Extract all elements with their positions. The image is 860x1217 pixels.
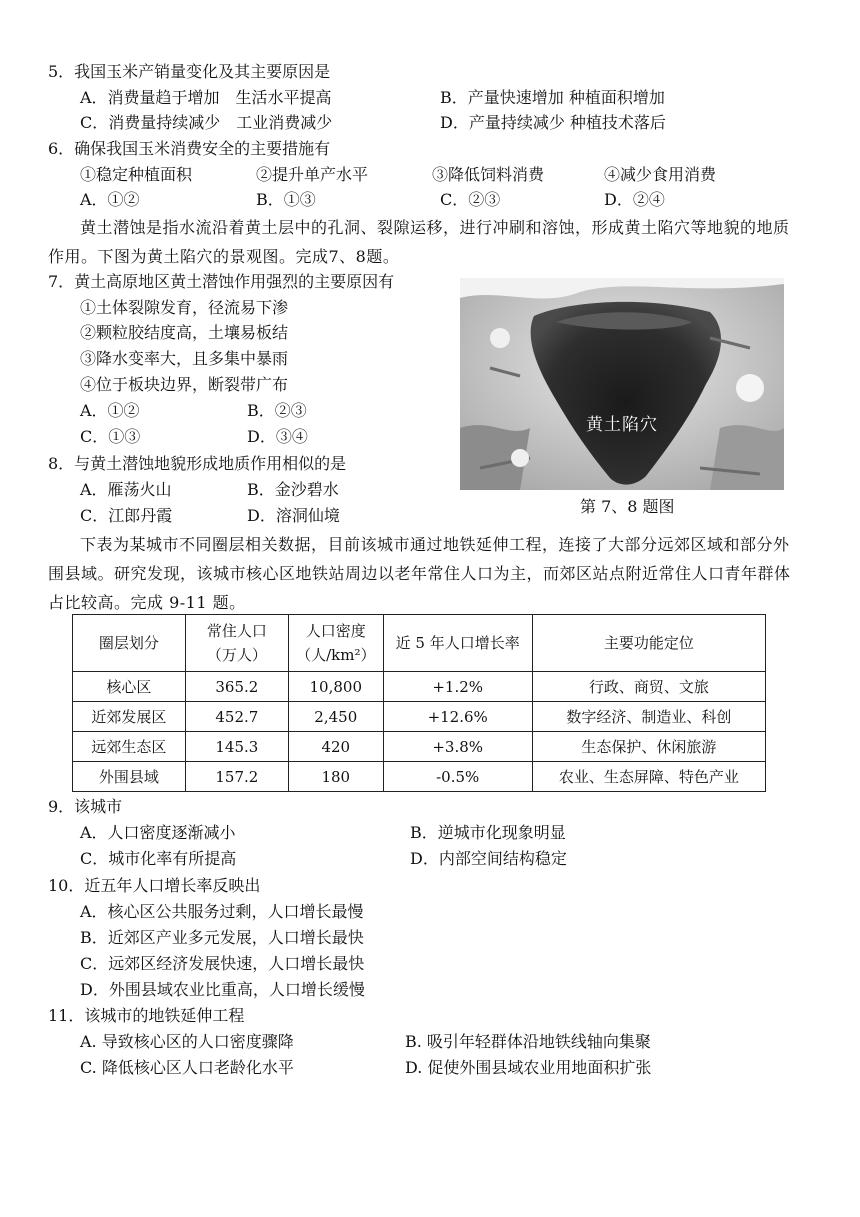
- table-header-cell: 圈层划分: [73, 615, 186, 672]
- table-cell: 452.7: [185, 702, 288, 732]
- table-row: [73, 702, 766, 732]
- q7-item-3: ③降水变率大，且多集中暴雨: [80, 349, 289, 368]
- q5-stem: 5．我国玉米产销量变化及其主要原因是: [48, 62, 331, 81]
- q7-item-1: ①土体裂隙发育，径流易下渗: [80, 298, 289, 317]
- q5-option-a: A．消费量趋于增加 生活水平提高: [80, 88, 332, 107]
- table-cell: +12.6%: [383, 702, 532, 732]
- q9-option-c: C．城市化率有所提高: [80, 849, 237, 868]
- q11-option-d: D. 促使外围县域农业用地面积扩张: [405, 1058, 652, 1077]
- loess-sinkhole-illustration: [460, 278, 784, 490]
- q7-option-d: D．③④: [247, 427, 308, 446]
- table-cell: 157.2: [185, 762, 288, 792]
- q7-stem: 7．黄土高原地区黄土潜蚀作用强烈的主要原因有: [48, 272, 395, 291]
- q8-option-d: D．溶洞仙境: [247, 506, 340, 525]
- q6-item-2: ②提升单产水平: [256, 165, 369, 184]
- q11-option-c: C. 降低核心区人口老龄化水平: [80, 1058, 294, 1077]
- q5-option-b: B．产量快速增加 种植面积增加: [440, 88, 665, 107]
- table-cell: 420: [289, 732, 384, 762]
- q7-option-b: B．②③: [247, 401, 307, 420]
- q7-item-2: ②颗粒胶结度高，土壤易板结: [80, 323, 289, 342]
- city-ring-table: [72, 614, 766, 792]
- table-row: [73, 762, 766, 792]
- q11-option-b: B. 吸引年轻群体沿地铁线轴向集聚: [405, 1032, 651, 1051]
- table-header-cell: 人口密度 （人/km²）: [289, 615, 384, 672]
- photo-label: 黄土陷穴: [586, 415, 658, 435]
- table-cell: 核心区: [73, 672, 186, 702]
- q8-option-b: B．金沙碧水: [247, 480, 339, 499]
- q11-stem: 11．该城市的地铁延伸工程: [48, 1006, 245, 1025]
- table-cell: +3.8%: [383, 732, 532, 762]
- q7-option-a: A．①②: [80, 401, 140, 420]
- q7-option-c: C．①③: [80, 427, 141, 446]
- q8-option-c: C．江郎丹霞: [80, 506, 173, 525]
- q6-item-3: ③降低饲料消费: [432, 165, 545, 184]
- q5-option-d: D．产量持续减少 种植技术落后: [440, 113, 666, 132]
- q6-option-a: A．①②: [80, 190, 140, 209]
- table-cell: 10,800: [289, 672, 384, 702]
- table-header-cell: 常住人口 （万人）: [185, 615, 288, 672]
- q11-option-a: A. 导致核心区的人口密度骤降: [80, 1032, 294, 1051]
- q10-option-d: D．外围县域农业比重高，人口增长缓慢: [80, 980, 365, 999]
- q5-option-c: C．消费量持续减少 工业消费减少: [80, 113, 333, 132]
- table-row: [73, 672, 766, 702]
- q10-option-a: A．核心区公共服务过剩，人口增长最慢: [80, 902, 364, 921]
- q7-item-4: ④位于板块边界，断裂带广布: [80, 375, 289, 394]
- table-cell: 远郊生态区: [73, 732, 186, 762]
- q9-stem: 9．该城市: [48, 797, 123, 816]
- table-cell: 2,450: [289, 702, 384, 732]
- table-cell: 145.3: [185, 732, 288, 762]
- q10-option-b: B．近郊区产业多元发展，人口增长最快: [80, 928, 364, 947]
- q6-stem: 6．确保我国玉米消费安全的主要措施有: [48, 139, 331, 158]
- table-cell: 近郊发展区: [73, 702, 186, 732]
- q9-option-a: A．人口密度逐渐减小: [80, 823, 236, 842]
- table-header-row: [73, 615, 766, 672]
- q8-stem: 8．与黄土潜蚀地貌形成地质作用相似的是: [48, 454, 347, 473]
- q6-item-4: ④减少食用消费: [604, 165, 717, 184]
- q6-item-1: ①稳定种植面积: [80, 165, 193, 184]
- q9-option-d: D．内部空间结构稳定: [410, 849, 567, 868]
- table-header-cell: 主要功能定位: [532, 615, 765, 672]
- q6-option-b: B．①③: [256, 190, 316, 209]
- loess-sinkhole-photo: [460, 278, 784, 490]
- table-cell: -0.5%: [383, 762, 532, 792]
- q6-option-c: C．②③: [440, 190, 501, 209]
- q10-option-c: C．远郊区经济发展快速，人口增长最快: [80, 954, 365, 973]
- table-cell: +1.2%: [383, 672, 532, 702]
- passage-city-rings: 下表为某城市不同圈层相关数据，目前该城市通过地铁延伸工程，连接了大部分远郊区域和部分外围县域。研究发现，该城市核心区地铁站周边以老年常住人口为主，而郊区站点附近常住人口青年群体占比较高。完成 9-11 题。: [48, 535, 791, 612]
- table-cell: 外围县域: [73, 762, 186, 792]
- table-cell: 生态保护、休闲旅游: [532, 732, 765, 762]
- figure-caption: 第 7、8 题图: [580, 497, 675, 516]
- table-cell: 365.2: [185, 672, 288, 702]
- table-cell: 180: [289, 762, 384, 792]
- passage-loess-erosion: 黄土潜蚀是指水流沿着黄土层中的孔洞、裂隙运移，进行冲刷和溶蚀，形成黄土陷穴等地貌的地质作用。下图为黄土陷穴的景观图。完成7、8题。: [48, 218, 790, 266]
- q9-option-b: B．逆城市化现象明显: [410, 823, 566, 842]
- q8-option-a: A．雁荡火山: [80, 480, 172, 499]
- table-header-cell: 近 5 年人口增长率: [383, 615, 532, 672]
- table-row: [73, 732, 766, 762]
- q10-stem: 10．近五年人口增长率反映出: [48, 876, 261, 895]
- table-cell: 数字经济、制造业、科创: [532, 702, 765, 732]
- table-cell: 农业、生态屏障、特色产业: [532, 762, 765, 792]
- q6-option-d: D．②④: [604, 190, 665, 209]
- table-cell: 行政、商贸、文旅: [532, 672, 765, 702]
